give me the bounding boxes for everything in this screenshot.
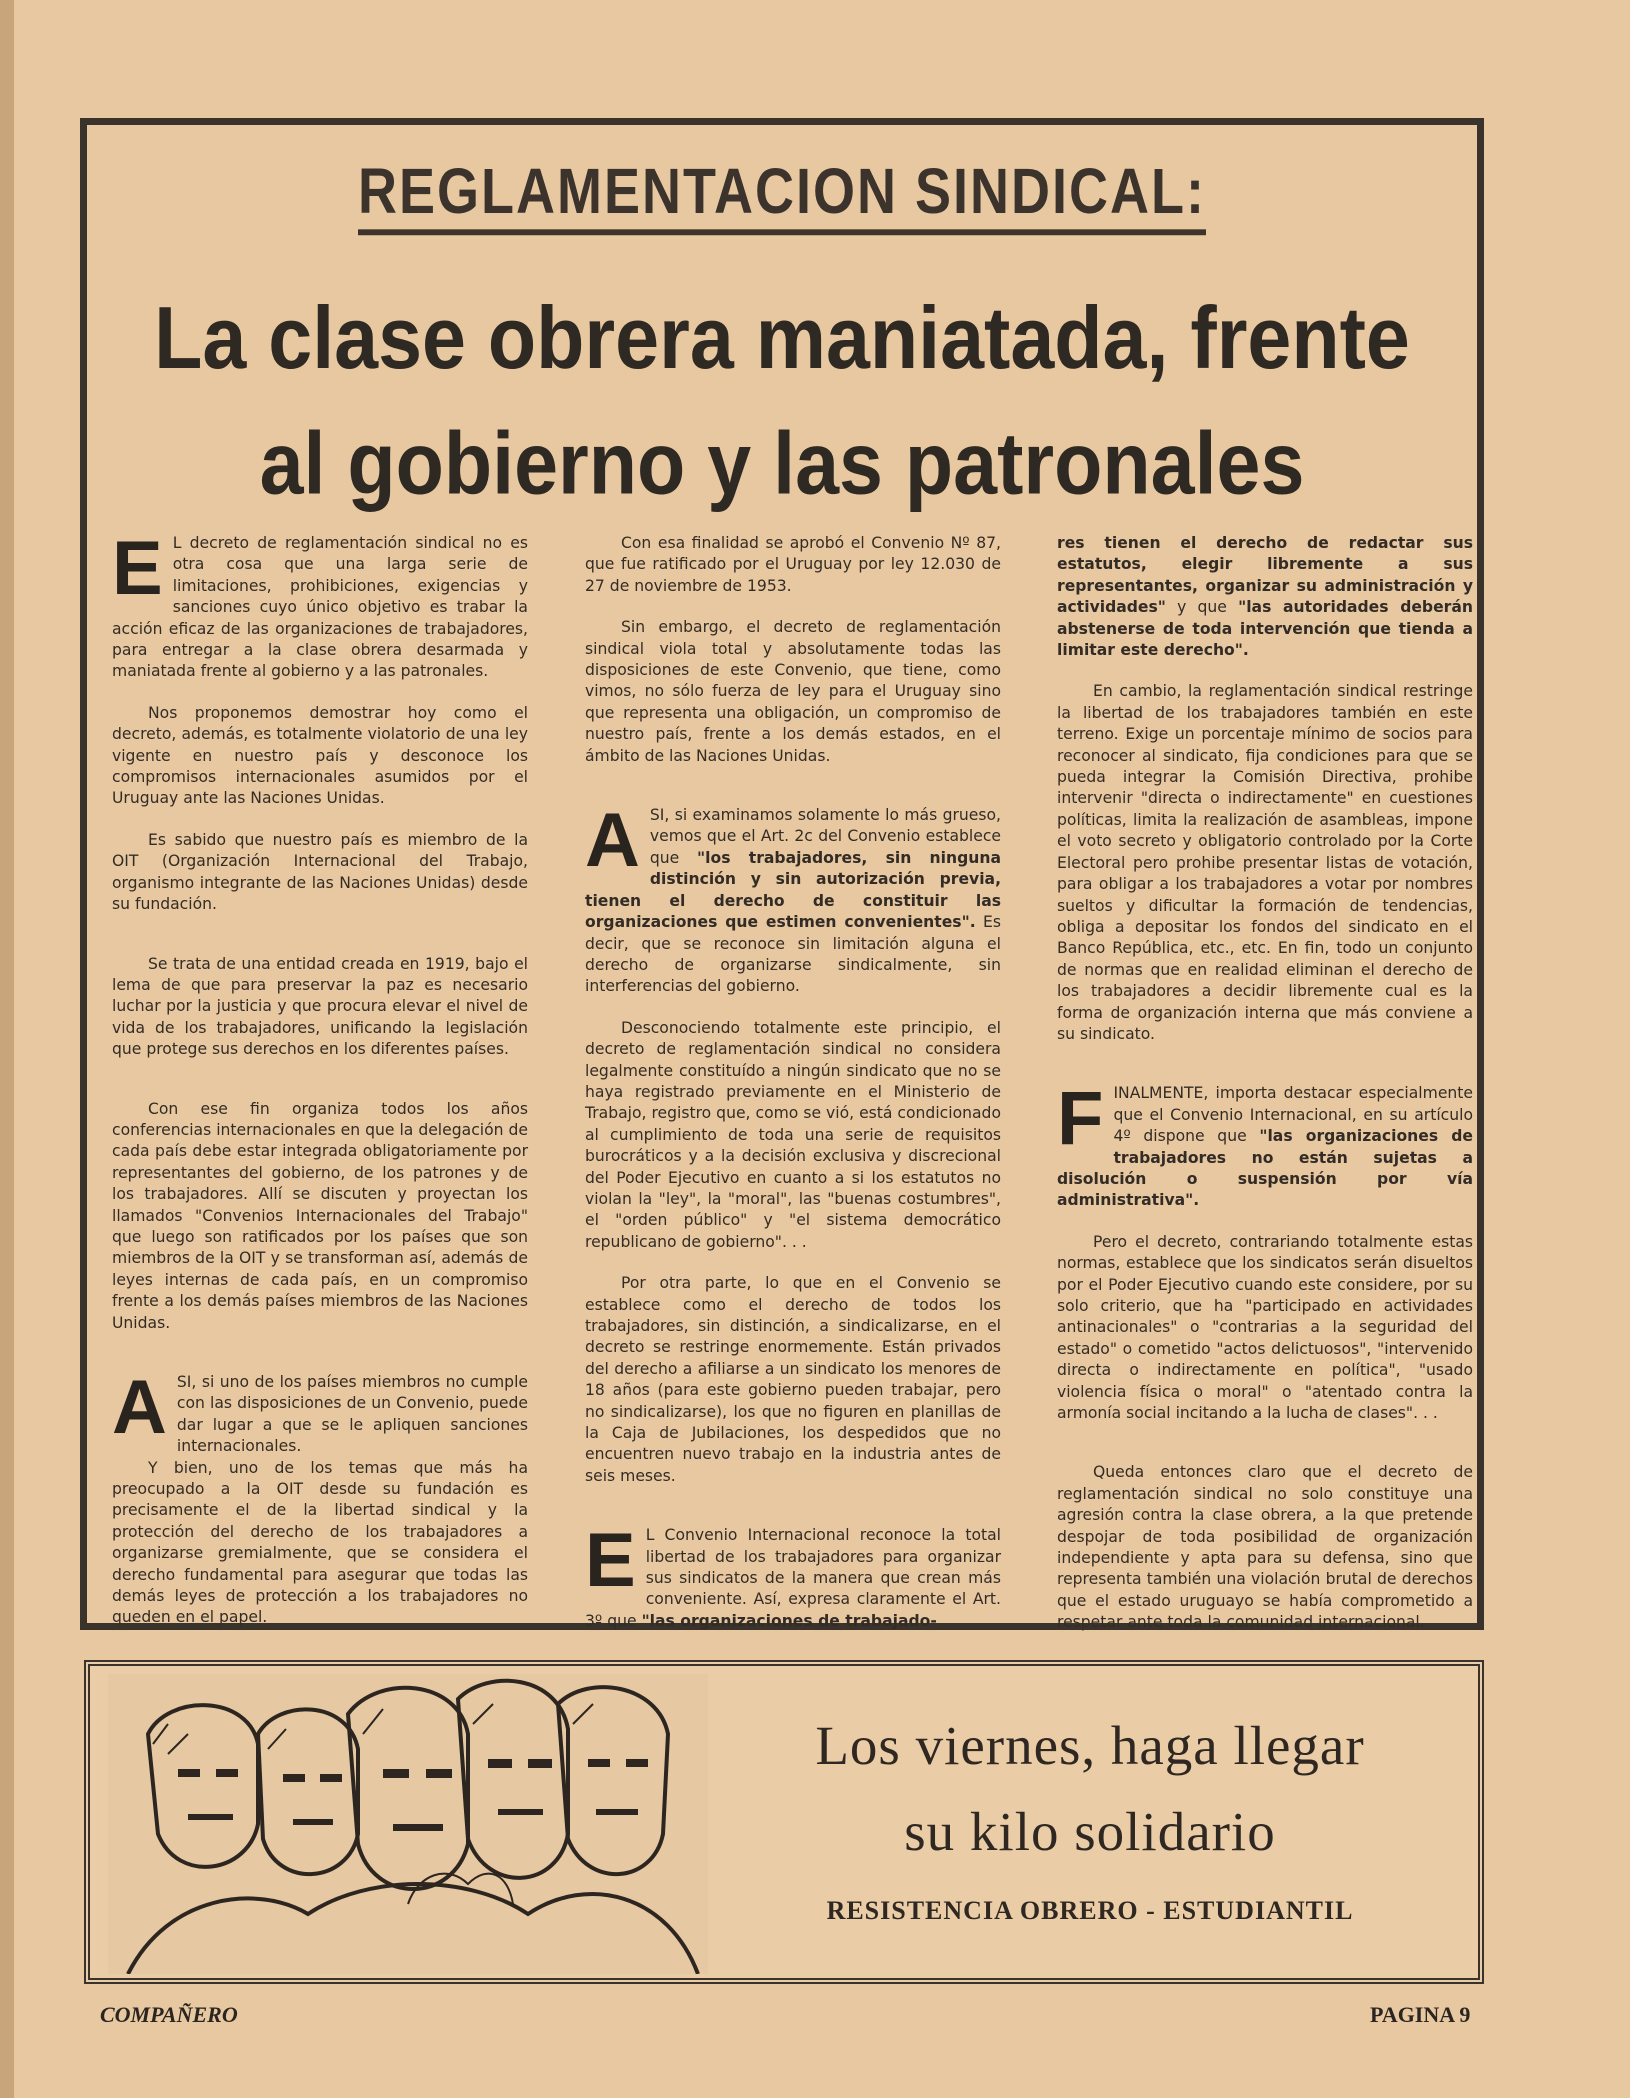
paragraph: Nos proponemos demostrar hoy como el decreto, además, es totalmente violatorio de una ley vigente en nuestro país y desconoce los compromisos internacionales asumidos por el Uruguay ante las Naciones Unidas. — [112, 703, 528, 808]
paragraph: En cambio, la reglamentación sindical restringe la libertad de los trabajadores también en este terreno. Exige un porcentaje mínimo de socios para reconocer al sindicato, fija condiciones para que se pueda integrar la Comisión Directiva, prohibe intervenir "directa o indirectamente" en cuestiones políticas, limita la realización de asambleas, impone el voto secreto y obligatorio controlado por la Corte Electoral pero prohibe presentar listas de votación, para obligar a los trabajadores a votar por nombres sueltos y dificultar la formación de tendencias, obliga a depositar los fondos del sindicato en el Banco República, etc., etc. En fin, todo un conjunto de normas que en realidad eliminan el derecho de los trabajadores a decidir libremente cual es la forma de organización interna que más conviene a su sindicato. — [1057, 682, 1473, 1043]
headline-line-1: La clase obrera maniatada, frente — [154, 287, 1410, 387]
paragraph: ASI, si uno de los países miembros no cumple con las disposiciones de un Convenio, puede dar lugar a que se le apliquen sanciones internacionales. — [112, 1365, 528, 1456]
drop-cap: A — [585, 798, 640, 884]
workers-illustration — [108, 1674, 708, 1974]
paragraph: Queda entonces claro que el decreto de reglamentación sindical no solo constituye una agresión contra la clase obrera, a la que pretende despojar de toda posibilidad de organización independiente y apta para su defensa, sino que representa también una violación brutal de derechos que el estado uruguayo se había comprometido a respetar ante toda la comunidad internacional. — [1057, 1463, 1473, 1632]
paragraph: E L Convenio Internacional reconoce la total libertad de los trabajadores para organizar sus sindicatos de la manera que crean más conveniente. Así, expresa claramente el Art. 3º que "las organizaciones de trabajado- — [585, 1518, 1001, 1630]
article-kicker: REGLAMENTACION SINDICAL: — [87, 155, 1477, 228]
article-headline — [107, 275, 1457, 526]
paragraph: ASI, si examinamos solamente lo más grueso, vemos que el Art. 2c del Convenio establece que "los trabajadores, sin ninguna distinción y sin autorización previa, tienen el derecho de constituir las organizaciones que estimen convenientes". Es decir, que se reconoce sin limitación alguna el derecho de organizarse sindicalmente, sin interferencias del gobierno. — [585, 798, 1002, 996]
paragraph: Desconociendo totalmente este principio, el decreto de reglamentación sindical no considera legalmente constituído a ningún sindicato que no se haya registrado previamente en el Ministerio de Trabajo, registro que, como se vió, está condicionado al cumplimiento de toda una serie de requisitos burocráticos y a la decisión exclusiva y discrecional del Poder Ejecutivo en cuanto a si los estatutos no violan la "ley", la "moral", las "buenas costumbres", el "orden público" y "el sistema democrático republicano de gobierno". . . — [585, 1018, 1001, 1251]
page-number: PAGINA 9 — [1370, 2002, 1471, 2027]
drop-cap: A — [112, 1365, 167, 1450]
advertisement — [84, 1660, 1484, 1984]
ad-headline-line-2: su kilo solidario — [904, 1801, 1276, 1862]
paragraph: E L decreto de reglamentación sindical no es otra cosa que una larga serie de limitaciones, prohibiciones, exigencias y sanciones cuyo único objetivo es trabar la acción eficaz de las organizaciones de trabajadores, para entregar a la clase obrera desarmada y maniatada frente al gobierno y a las patronales. — [112, 526, 528, 681]
paragraph: Pero el decreto, contrariando totalmente estas normas, establece que los sindicatos serán disueltos por el Poder Ejecutivo cuando este considere, por su solo criterio, que ha "participado en actividades antinacionales" o "contrarias a la seguridad del estado" o cometido "actos delictuosos", "intervenido directa o indirectamente en política", "usado violencia física o moral" o "atentado contra la armonía social incitando a la lucha de clases". . . — [1057, 1232, 1473, 1423]
paragraph: Y bien, uno de los temas que más ha preocupado a la OIT desde su fundación es precisamente el de la libertad sindical y la protección del derecho de los trabajadores a organizarse gremialmente, que se considera el derecho fundamental para asegurar que todas las demás leyes de protección a los trabajadores no queden en el papel. — [112, 1458, 528, 1627]
drop-cap: E — [112, 526, 163, 611]
headline-line-2: al gobierno y las patronales — [259, 412, 1305, 513]
paragraph: Es sabido que nuestro país es miembro de la OIT (Organización Internacional del Trabajo, organismo integrante de las Naciones Unidas) desde su fundación. — [112, 830, 528, 914]
article-column-1 — [112, 526, 528, 1649]
article-column-2 — [585, 533, 1001, 1652]
drop-cap: F — [1057, 1076, 1104, 1162]
ad-tagline: RESISTENCIA OBRERO - ESTUDIANTIL — [826, 1896, 1354, 1925]
ad-headline-line-1: Los viernes, haga llegar — [815, 1715, 1365, 1776]
paragraph: Con ese fin organiza todos los años conferencias internacionales en que la delegación de cada país debe estar integrada obligatoriamente por representantes del gobierno, de los patrones y de los trabajadores. Allí se discuten y proyectan los llamados "Convenios Internacionales del Trabajo" que luego son ratificados por los países que son miembros de la OIT y se transforman así, además de leyes internas de cada país, en un compromiso frente a los demás países miembros de las Naciones Unidas. — [112, 1099, 528, 1332]
article-frame — [80, 118, 1484, 1630]
paragraph: Se trata de una entidad creada en 1919, bajo el lema de que para preservar la paz es necesario luchar por la justicia y que procura elevar el nivel de vida de los trabajadores, unificando la legislación que protege sus derechos en los diferentes países. — [112, 954, 528, 1059]
drop-cap: E — [585, 1518, 636, 1604]
article-column-3 — [1057, 533, 1473, 1654]
page-edge — [0, 0, 14, 2098]
paragraph: Con esa finalidad se aprobó el Convenio Nº 87, que fue ratificado por el Uruguay por ley 12.030 de 27 de noviembre de 1953. — [585, 534, 1001, 595]
publication-name: COMPAÑERO — [100, 2002, 238, 2027]
paragraph: Sin embargo, el decreto de reglamentación sindical viola total y absolutamente todas las disposiciones de este Convenio, que tiene, como vimos, no sólo fuerza de ley para el Uruguay sino que representa una obligación, un compromiso de nuestro país, frente a los demás estados, en el ámbito de las Naciones Unidas. — [585, 618, 1001, 765]
paragraph: Por otra parte, lo que en el Convenio se establece como el derecho de todos los trabajadores, sin distinción, a sindicalizarse, en el decreto se restringe enormemente. Están privados del derecho a afiliarse a un sindicato los menores de 18 años (para este gobierno pueden trabajar, pero no sindicalizarse), los que no figuren en planillas de la Caja de Jubilaciones, los despedidos que no encuentren nuevo trabajo en la industria antes de seis meses. — [585, 1274, 1001, 1485]
paragraph: res tienen el derecho de redactar sus estatutos, elegir libremente a sus representantes, organizar su administración y actividades" y que "las autoridades deberán abstenerse de toda intervención que tienda a limitar este derecho". — [1057, 534, 1473, 660]
paragraph: FINALMENTE, importa destacar especialmente que el Convenio Internacional, en su artículo 4º dispone que "las organizaciones de trabajadores no están sujetas a disolución o suspensión por vía administrativa". — [1057, 1076, 1473, 1210]
